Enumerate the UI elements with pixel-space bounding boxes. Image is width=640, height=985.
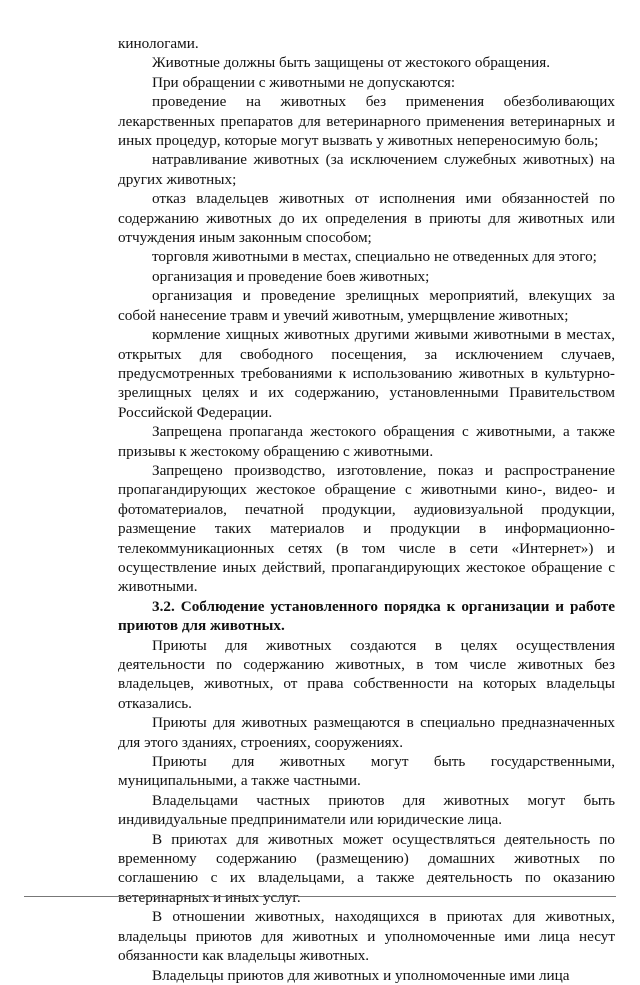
list-item-feeding: кормление хищных животных другими живыми животными в местах, открытых для свободного посещения, за исключением случаев, предусмотренных требованиями к использованию животных в культурно-зрелищных целях и их содержанию, установленными Правительством Российской Федерации. bbox=[118, 326, 615, 421]
paragraph-owner-obligations: В отношении животных, находящихся в приютах для животных, владельцы приютов для животных и уполномоченные ими лица несут обязанности как владельцы животных. bbox=[118, 908, 615, 965]
list-item-spectacles: организация и проведение зрелищных мероприятий, влекущих за собой нанесение травм и увечий животным, умерщвление животных; bbox=[118, 287, 615, 324]
paragraph-prohibited-intro: При обращении с животными не допускаются: bbox=[152, 73, 456, 91]
list-item-fights: организация и проведение боев животных; bbox=[152, 267, 430, 285]
page-bottom-divider bbox=[24, 896, 616, 897]
paragraph-shelter-types: Приюты для животных могут быть государственными, муниципальными, а также частными. bbox=[118, 753, 615, 790]
paragraph-propaganda-ban: Запрещена пропаганда жестокого обращения с животными, а также призывы к жестокому обращению с животными. bbox=[118, 423, 615, 460]
paragraph-media-ban: Запрещено производство, изготовление, показ и распространение пропагандирующих жестокое обращение с животными кино-, видео- и фотоматериалов, печатной продукции, аудиовизуальной продукции, размещение таких материалов и продукции в информационно-телекоммуникационных сетях (в том числе в сети «Интернет») и осуществление иных действий, пропагандирующих жестокое обращение с животными. bbox=[118, 461, 615, 596]
list-item-painful-procedures: проведение на животных без применения обезболивающих лекарственных препаратов для ветеринарного применения ветеринарных и иных процедур, которые могут вызвать у животных непереносимую боль; bbox=[118, 93, 615, 150]
section-heading-shelters: 3.2. Соблюдение установленного порядка к организации и работе приютов для животных. bbox=[118, 597, 615, 635]
paragraph-protection: Животные должны быть защищены от жестокого обращения. bbox=[152, 54, 551, 72]
paragraph-shelter-purpose: Приюты для животных создаются в целях осуществления деятельности по содержанию животных, в том числе животных без владельцев, животных, от права собственности на которых владельцы отказались. bbox=[118, 636, 615, 712]
paragraph-continuation: кинологами. bbox=[118, 35, 199, 52]
paragraph-shelter-premises: Приюты для животных размещаются в специально предназначенных для этого зданиях, строениях, сооружениях. bbox=[118, 714, 615, 751]
list-item-trade: торговля животными в местах, специально не отведенных для этого; bbox=[152, 248, 597, 266]
paragraph-shelter-owners: Владельцами частных приютов для животных могут быть индивидуальные предприниматели или юридические лица. bbox=[118, 791, 615, 829]
list-item-baiting: натравливание животных (за исключением служебных животных) на других животных; bbox=[118, 151, 615, 188]
paragraph-cut-off: Владельцы приютов для животных и уполномоченные ими лица bbox=[152, 966, 570, 984]
paragraph-temporary-keeping: В приютах для животных может осуществляться деятельность по временному содержанию (размещению) домашних животных по соглашению с их владельцами, а также деятельность по оказанию ветеринарных и иных услуг. bbox=[118, 830, 615, 906]
document-page bbox=[118, 34, 615, 985]
list-item-owner-refusal: отказ владельцев животных от исполнения ими обязанностей по содержанию животных до их определения в приюты для животных или отчуждения иным законным способом; bbox=[118, 190, 615, 247]
